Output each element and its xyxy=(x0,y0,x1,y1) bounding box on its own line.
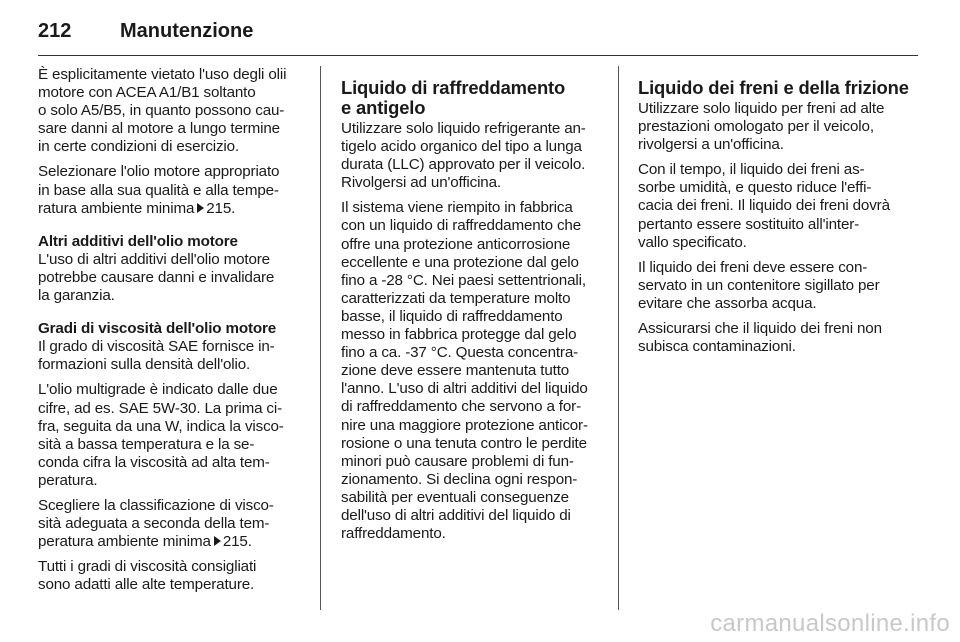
text-line: cifre, ad es. SAE 5W-30. La prima ci- xyxy=(38,399,283,417)
paragraph xyxy=(638,161,904,251)
text-line: L'olio multigrade è indicato dalle due xyxy=(38,381,278,399)
text-fragment: ratura ambiente minima xyxy=(38,199,195,217)
text-line: fino a -28 °C. Nei paesi settentrionali, xyxy=(341,271,586,289)
paragraph xyxy=(638,320,904,356)
title-line: Liquido dei freni e della frizione xyxy=(638,77,909,98)
text-line: raffreddamento. xyxy=(341,525,446,543)
watermark-text: carmanualsonline.info xyxy=(710,610,950,637)
paragraph xyxy=(341,120,607,192)
text-line: Tutti i gradi di viscosità consigliati xyxy=(38,558,257,576)
page-title: Manutenzione xyxy=(120,19,254,42)
text-line: evitare che assorba acqua. xyxy=(638,294,817,312)
text-line: messo in fabbrica protegge dal gelo xyxy=(341,326,577,344)
text-line: motore con ACEA A1/B1 soltanto xyxy=(38,84,256,102)
text-line: vallo specificato. xyxy=(638,233,747,251)
column-divider xyxy=(320,66,321,610)
paragraph xyxy=(38,163,304,217)
text-line: nire una maggiore protezione anticor- xyxy=(341,416,588,434)
text-line: zione deve essere mantenuta tutto xyxy=(341,362,570,380)
text-line: Il liquido dei freni deve essere con- xyxy=(638,258,868,276)
text-line: prestazioni omologato per il veicolo, xyxy=(638,118,874,136)
text-line: di raffreddamento che servono a for- xyxy=(341,398,581,416)
section-heading: Gradi di viscosità dell'olio motore xyxy=(38,320,277,338)
text-line: potrebbe causare danni e invalidare xyxy=(38,268,275,286)
text-line: durata (LLC) approvato per il veicolo. xyxy=(341,156,586,174)
text-fragment: peratura ambiente minima xyxy=(38,533,211,551)
right-triangle-icon xyxy=(214,536,221,546)
text-line xyxy=(38,200,304,218)
text-line: formazioni sulla densità dell'olio. xyxy=(38,356,251,374)
text-line: Con il tempo, il liquido dei freni as- xyxy=(638,161,865,179)
text-line: pertanto essere sostituito all'inter- xyxy=(638,215,860,233)
text-line: zionamento. Si declina ogni respon- xyxy=(341,470,578,488)
text-line: caratterizzati da temperature molto xyxy=(341,289,571,307)
text-line: Assicurarsi che il liquido dei freni non xyxy=(638,320,882,338)
text-line: l'anno. L'uso di altri additivi del liquido xyxy=(341,380,588,398)
text-line: sabilità per eventuali conseguenze xyxy=(341,488,569,506)
text-line: Utilizzare solo liquido per freni ad alte xyxy=(638,100,885,117)
text-line: eccellente e una protezione dal gelo xyxy=(341,253,579,271)
text-line: fra, seguita da una W, indica la visco- xyxy=(38,417,284,435)
page-number: 212 xyxy=(38,19,72,42)
text-line: Utilizzare solo liquido refrigerante an- xyxy=(341,120,586,137)
page-header xyxy=(38,14,918,48)
text-line: la garanzia. xyxy=(38,287,115,305)
text-line: Il sistema viene riempito in fabbrica xyxy=(341,199,573,217)
section-title xyxy=(638,77,909,98)
paragraph xyxy=(638,100,904,154)
text-line: cacia dei freni. Il liquido dei freni dovrà xyxy=(638,197,890,215)
text-line: L'uso di altri additivi dell'olio motore xyxy=(38,250,270,268)
paragraph xyxy=(38,338,304,374)
text-line: con un liquido di raffreddamento che xyxy=(341,217,582,235)
text-line: offre una protezione anticorrosione xyxy=(341,235,571,253)
section-heading: Altri additivi dell'olio motore xyxy=(38,232,238,250)
title-line: Liquido di raffreddamento xyxy=(341,77,566,98)
paragraph xyxy=(38,497,304,551)
text-line: in certe condizioni di esercizio. xyxy=(38,138,240,156)
text-line: o solo A5/B5, in quanto possono cau- xyxy=(38,102,285,120)
text-line: Il grado di viscosità SAE fornisce in- xyxy=(38,338,275,356)
text-line: Rivolgersi ad un'officina. xyxy=(341,174,501,192)
text-line: È esplicitamente vietato l'uso degli olii xyxy=(38,66,287,83)
column-1 xyxy=(38,66,304,601)
text-line: servato in un contenitore sigillato per xyxy=(638,276,880,294)
header-divider xyxy=(38,55,918,56)
text-line: Scegliere la classificazione di visco- xyxy=(38,496,274,514)
text-line: sare danni al motore a lungo termine xyxy=(38,120,280,138)
paragraph xyxy=(38,66,304,156)
text-line xyxy=(38,533,304,551)
paragraph xyxy=(38,251,304,305)
paragraph xyxy=(341,199,607,543)
right-triangle-icon xyxy=(197,203,204,213)
title-line: e antigelo xyxy=(341,97,426,118)
page-reference-link[interactable]: 215. xyxy=(222,533,252,551)
column-divider xyxy=(618,66,619,610)
text-line: Selezionare l'olio motore appropriato xyxy=(38,163,280,181)
text-line: rosione o una tenuta contro le perdite xyxy=(341,434,587,452)
column-3 xyxy=(638,66,909,363)
text-line: dell'uso di altri additivi del liquido di xyxy=(341,506,571,524)
paragraph xyxy=(38,381,304,490)
column-2 xyxy=(341,66,607,550)
text-line: conda cifra la viscosità ad alta tem- xyxy=(38,453,270,471)
text-line: fino a ca. -37 °C. Questa concentra- xyxy=(341,344,579,362)
text-line: subisca contaminazioni. xyxy=(638,338,796,356)
text-line: minori può causare problemi di fun- xyxy=(341,452,574,470)
text-line: sorbe umidità, e questo riduce l'effi- xyxy=(638,179,872,197)
text-line: peratura. xyxy=(38,471,98,489)
text-line: basse, il liquido di raffreddamento xyxy=(341,307,563,325)
text-line: sono adatti alle alte temperature. xyxy=(38,576,255,594)
text-line: in base alla sua qualità e alla tempe- xyxy=(38,181,279,199)
text-line: rivolgersi a un'officina. xyxy=(638,136,784,154)
page-reference-link[interactable]: 215. xyxy=(206,199,236,217)
text-line: sità adeguata a seconda della tem- xyxy=(38,515,270,533)
section-title xyxy=(341,78,607,118)
paragraph xyxy=(638,259,904,313)
paragraph xyxy=(38,558,304,594)
text-line: sità a bassa temperatura e la se- xyxy=(38,435,255,453)
text-line: tigelo acido organico del tipo a lunga xyxy=(341,138,582,156)
